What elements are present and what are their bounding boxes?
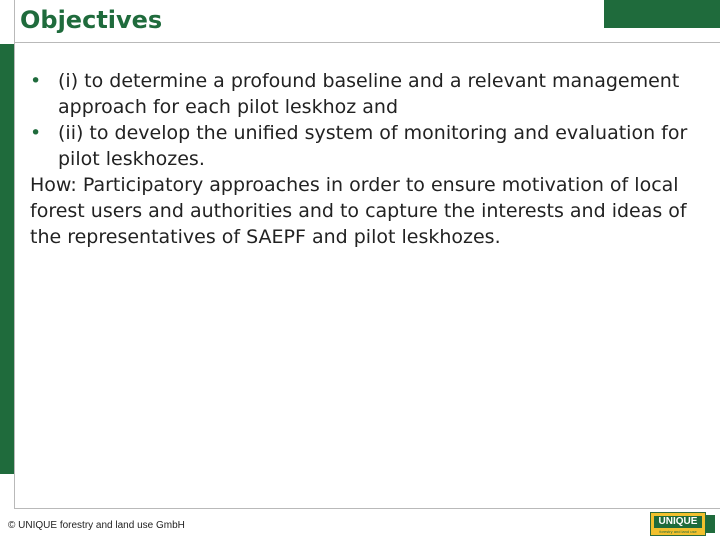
title-divider [14,42,720,43]
logo-tagline: forestry and land use [659,529,697,534]
bullet-text: (i) to determine a profound baseline and a relevant management approach for each pilot leskhoz and [58,70,680,118]
slide-body [30,68,710,250]
logo-wordmark: UNIQUE [654,516,702,528]
how-paragraph: How: Participatory approaches in order to ensure motivation of local forest users and authorities and to capture the interests and ideas of the representatives of SAEPF and pilot leskhozes. [30,174,687,248]
bullet-text: (ii) to develop the unified system of monitoring and evaluation for pilot leskhozes. [58,122,688,170]
leaf-icon [705,515,715,533]
header-accent-bar [604,0,720,28]
bullet-item [30,120,710,172]
slide-title: Objectives [20,6,163,34]
sidebar-accent-bar [0,44,15,474]
left-divider [14,0,15,508]
bullet-item [30,68,710,120]
bullet-icon: • [30,70,42,92]
unique-logo [650,512,706,536]
footer-copyright: © UNIQUE forestry and land use GmbH [8,520,185,531]
footer-divider [14,508,720,509]
bullet-icon: • [30,122,42,144]
